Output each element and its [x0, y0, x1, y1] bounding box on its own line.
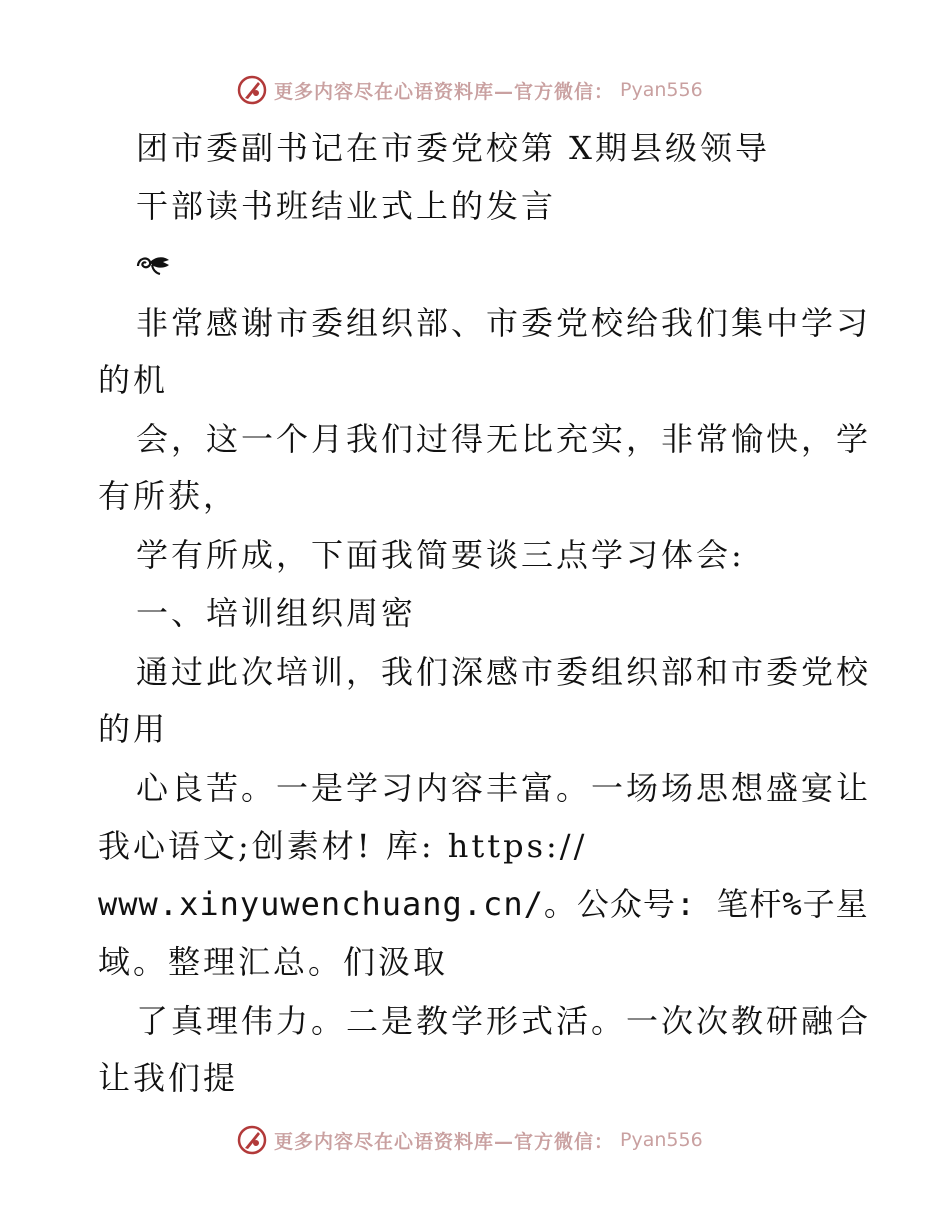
- fleuron-icon: [136, 250, 172, 276]
- paragraph-line: 我心语文;创素材! 库: https://: [98, 827, 588, 865]
- banner-site-text: 更多内容尽在心语资料库—官方微信：: [274, 80, 615, 103]
- title-line-2: 干部读书班结业式上的发言: [136, 187, 557, 225]
- banner-site-text: 更多内容尽在心语资料库—官方微信：: [274, 1130, 615, 1153]
- paragraph-line: 心良苦。一是学习内容丰富。一场场思想盛宴让: [136, 769, 872, 807]
- banner-contact-id: Pyan556: [620, 1129, 703, 1151]
- paragraph-line: 的用: [98, 710, 169, 748]
- paragraph-line: 的机: [98, 361, 169, 399]
- paragraph-line: 域。整理汇总。们汲取: [98, 943, 449, 981]
- banner-contact-id: Pyan556: [620, 79, 703, 101]
- paragraph-line: 非常感谢市委组织部、市委党校给我们集中学习: [136, 304, 872, 342]
- footer-banner: [236, 1122, 703, 1158]
- paragraph-line: 会，这一个月我们过得无比充实，非常愉快，学: [136, 420, 872, 458]
- header-banner: [236, 72, 703, 108]
- paragraph-line: 通过此次培训，我们深感市委组织部和市委党校: [136, 653, 872, 691]
- title-line-1: 团市委副书记在市委党校第 X期县级领导: [136, 129, 770, 167]
- section-heading: 一、培训组织周密: [136, 594, 417, 632]
- quill-logo-icon: [236, 74, 268, 106]
- paragraph-line: www.xinyuwenchuang.cn/。公众号: 笔杆%子星: [98, 885, 869, 923]
- quill-logo-icon: [236, 1124, 268, 1156]
- paragraph-line: 有所获，: [98, 477, 239, 515]
- paragraph-line: 让我们提: [98, 1059, 239, 1097]
- paragraph-line: 了真理伟力。二是教学形式活。一次次教研融合: [136, 1002, 872, 1040]
- paragraph-line: 学有所成，下面我简要谈三点学习体会:: [136, 536, 745, 574]
